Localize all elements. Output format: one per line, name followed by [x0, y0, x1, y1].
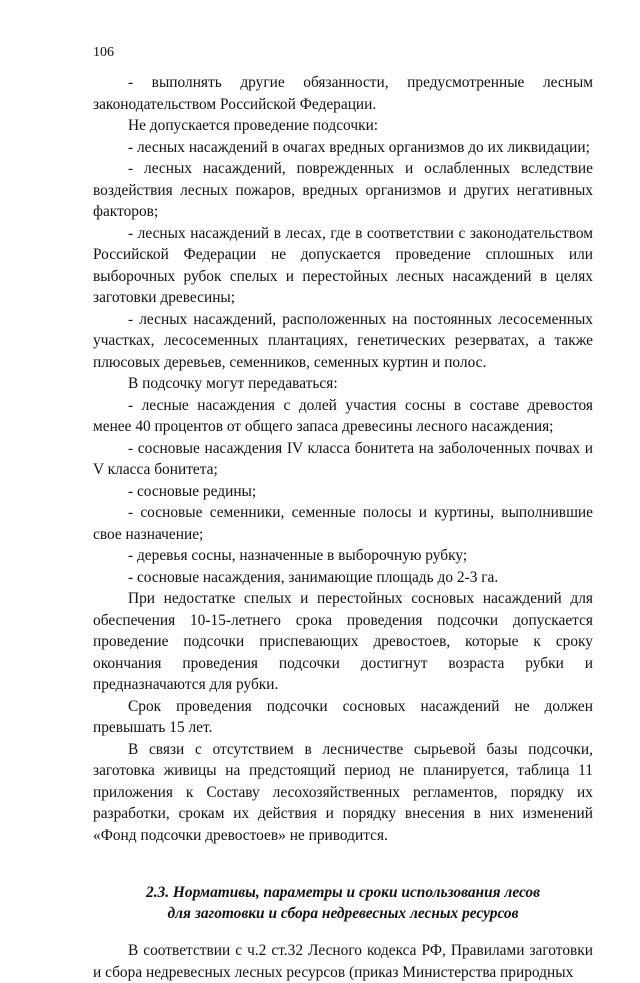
- paragraph: Срок проведения подсочки сосновых насаждений не должен превышать 15 лет.: [93, 697, 593, 736]
- list-item: - лесных насаждений, поврежденных и ослабленных вследствие воздействия лесных пожаров, вредных организмов и других негативных факторов;: [93, 160, 593, 220]
- list-item: - лесные насаждения с долей участия сосны в составе древостоя менее 40 процентов от общего запаса древесины лесного насаждения;: [93, 396, 593, 435]
- page-number: 106: [93, 45, 114, 60]
- section-heading-line-2: для заготовки и сбора недревесных лесных ресурсов: [167, 905, 519, 922]
- section-heading: [93, 882, 593, 924]
- list-item: - лесных насаждений, расположенных на постоянных лесосеменных участках, лесосеменных плантациях, генетических резерватах, а также плюсовых деревьев, семенников, семенных куртин и полос.: [93, 310, 593, 371]
- list-item: - сосновые насаждения IV класса бонитета на заболоченных почвах и V класса бонитета;: [93, 439, 593, 478]
- paragraph: Не допускается проведение подсочки:: [128, 117, 379, 134]
- list-item: - сосновые насаждения, занимающие площадь до 2-3 га.: [128, 568, 499, 586]
- paragraph: В подсочку могут передаваться:: [128, 375, 338, 392]
- list-item: - деревья сосны, назначенные в выборочную рубку;: [128, 547, 468, 564]
- document-body: [93, 72, 593, 983]
- list-item: - лесных насаждений в очагах вредных организмов до их ликвидации;: [128, 138, 590, 156]
- section-heading-line-1: 2.3. Нормативы, параметры и сроки использования лесов: [146, 884, 540, 901]
- paragraph: При недостатке спелых и перестойных сосновых насаждений для обеспечения 10-15-летнего срока проведения подсочки допускается проведение подсочки приспевающих древостоев, которые к сроку окончания проведения подсочки достигнут возраста рубки и предназначаются для рубки.: [93, 590, 593, 693]
- list-item: - лесных насаждений в лесах, где в соответствии с законодательством Российской Федерации не допускается проведение сплошных или выборочных рубок спелых и перестойных лесных насаждений в целях заготовки древесины;: [93, 224, 593, 306]
- list-item: - сосновые редины;: [128, 482, 257, 500]
- list-item: - сосновые семенники, семенные полосы и куртины, выполнившие свое назначение;: [93, 504, 593, 543]
- paragraph: В соответствии с ч.2 ст.32 Лесного кодекса РФ, Правилами заготовки и сбора недревесных лесных ресурсов (приказ Министерства природных: [93, 942, 593, 981]
- paragraph: В связи с отсутствием в лесничестве сырьевой базы подсочки, заготовка живицы на предстоящий период не планируется, таблица 11 приложения к Составу лесохозяйственных регламентов, порядку их разработки, срокам их действия и порядку внесения в них изменений «Фонд подсочки древостоев» не приводится.: [93, 740, 593, 844]
- paragraph: - выполнять другие обязанности, предусмотренные лесным законодательством Российской Федерации.: [93, 74, 593, 113]
